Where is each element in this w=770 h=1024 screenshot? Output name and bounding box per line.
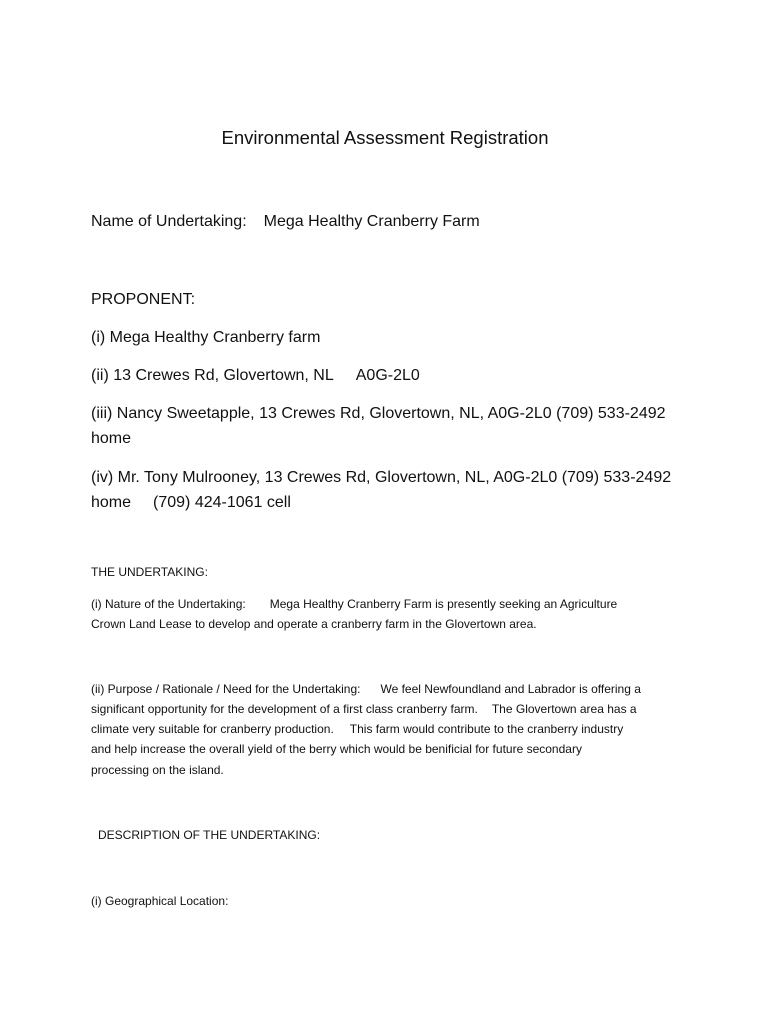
purpose-label: (ii) Purpose / Rationale / Need for the Undertaking: <box>91 682 361 696</box>
purpose-line5: processing on the island. <box>91 763 224 777</box>
proponent-item-iv-home: home <box>91 494 132 511</box>
undertaking-name-value: Mega Healthy Cranberry Farm <box>263 213 480 230</box>
proponent-item-iv-line2 <box>91 490 291 515</box>
purpose-line4: and help increase the overall yield of the berry which would be benificial for future secondary <box>91 742 582 756</box>
proponent-item-i: (i) Mega Healthy Cranberry farm <box>91 329 321 346</box>
undertaking-heading: THE UNDERTAKING: <box>91 565 208 579</box>
undertaking-name-line <box>91 209 480 234</box>
proponent-item-iii-line2: home <box>91 430 132 447</box>
proponent-item-ii <box>91 363 420 388</box>
nature-line2: Crown Land Lease to develop and operate a cranberry farm in the Glovertown area. <box>91 617 537 631</box>
purpose-text-1: We feel Newfoundland and Labrador is offering a <box>380 682 641 696</box>
purpose-text-2b: The Glovertown area has a <box>491 702 637 716</box>
purpose-text-3a: climate very suitable for cranberry production. <box>91 722 334 736</box>
undertaking-name-label: Name of Undertaking: <box>91 213 247 230</box>
proponent-item-iv-line1: (iv) Mr. Tony Mulrooney, 13 Crewes Rd, Glovertown, NL, A0G-2L0 (709) 533-2492 <box>91 469 672 486</box>
proponent-item-iii-line1: (iii) Nancy Sweetapple, 13 Crewes Rd, Glovertown, NL, A0G-2L0 (709) 533-2492 <box>91 405 666 422</box>
proponent-item-ii-address: (ii) 13 Crewes Rd, Glovertown, NL <box>91 367 334 384</box>
proponent-item-iv-cell: (709) 424-1061 cell <box>153 494 291 511</box>
purpose-line2 <box>91 699 637 720</box>
purpose-text-3b: This farm would contribute to the cranberry industry <box>349 722 624 736</box>
document-title: Environmental Assessment Registration <box>221 127 549 148</box>
nature-text-1: Mega Healthy Cranberry Farm is presently seeking an Agriculture <box>269 597 618 611</box>
nature-label: (i) Nature of the Undertaking: <box>91 597 246 611</box>
purpose-line1 <box>91 679 641 700</box>
nature-line1 <box>91 594 617 615</box>
proponent-heading: PROPONENT: <box>91 291 196 308</box>
geographical-location-label: (i) Geographical Location: <box>91 894 229 908</box>
description-heading: DESCRIPTION OF THE UNDERTAKING: <box>98 828 321 842</box>
purpose-text-2a: significant opportunity for the development of a first class cranberry farm. <box>91 702 478 716</box>
purpose-line3 <box>91 719 623 740</box>
proponent-item-ii-postal: A0G-2L0 <box>355 367 420 384</box>
